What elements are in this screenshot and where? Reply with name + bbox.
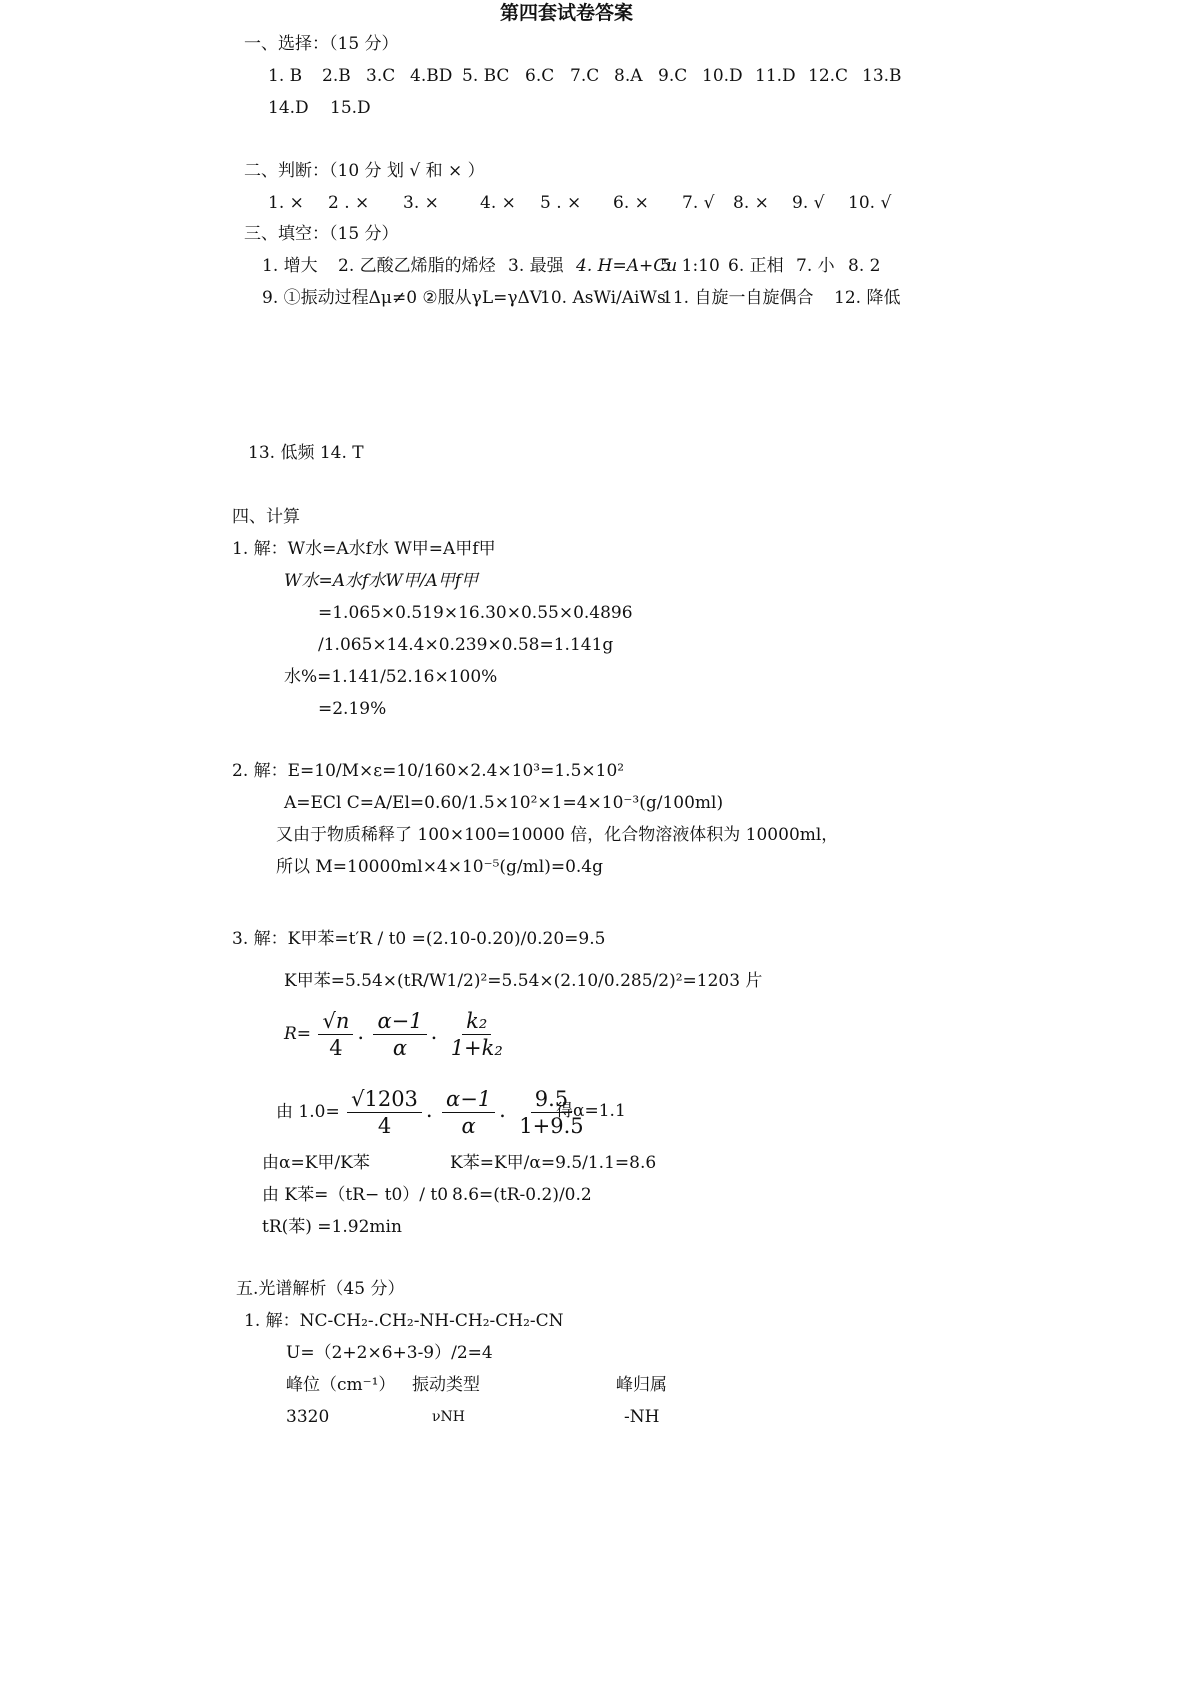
fill-answer: 7. 小 bbox=[796, 256, 835, 276]
fill-answer: 6. 正相 bbox=[728, 256, 784, 276]
fraction-numerator: √1203 bbox=[347, 1086, 422, 1113]
fill-answer: 1. 增大 bbox=[262, 256, 318, 276]
choice-answer: 13.B bbox=[862, 66, 902, 86]
calc-q1-line-5: 水%=1.141/52.16×100% bbox=[284, 667, 498, 687]
judge-answer: 10. √ bbox=[848, 193, 892, 213]
section-choice-header: 一、选择：（15 分） bbox=[244, 34, 399, 54]
alpha-equation: 由 1.0= $\frac{√1203}{4}$ . $\frac{\alpha-1}{\alpha}$ . $\frac{9.5}{1+9.5}$ bbox=[276, 1082, 590, 1140]
choice-answers-row-1 bbox=[0, 65, 1190, 87]
fraction-numerator: √n bbox=[318, 1008, 353, 1035]
fill-answers-row-1 bbox=[0, 255, 1190, 277]
calc-q2-line-1: 2. 解：E=10/M×ε=10/160×2.4×10³=1.5×10² bbox=[232, 761, 625, 781]
judge-answer: 3. × bbox=[403, 193, 439, 213]
fraction-numerator: α−1 bbox=[373, 1008, 426, 1035]
choice-answer: 8.A bbox=[614, 66, 643, 86]
fill-answer: 5. 1:10 bbox=[660, 256, 720, 276]
choice-answer: 4.BD bbox=[410, 66, 453, 86]
spectrum-q1-line-2: U=（2+2×6+3-9）/2=4 bbox=[286, 1343, 493, 1363]
fraction-numerator: k₂ bbox=[462, 1008, 491, 1035]
calc-q3-line-6a: 由 K苯=（tR− t0）/ t0 bbox=[262, 1185, 449, 1205]
fraction-numerator: 9.5 bbox=[531, 1086, 572, 1113]
fill-answer: 12. 降低 bbox=[834, 288, 901, 308]
fraction-denominator: 4 bbox=[329, 1036, 343, 1060]
calc-q1-line-4: /1.065×14.4×0.239×0.58=1.141g bbox=[318, 635, 614, 655]
table-cell-assignment: -NH bbox=[624, 1407, 660, 1427]
table-header-assignment: 峰归属 bbox=[616, 1375, 667, 1395]
calc-q1-line-2: W水=A水f水W甲/A甲f甲 bbox=[284, 571, 479, 591]
calc-q2-line-4: 所以 M=10000ml×4×10⁻⁵(g/ml)=0.4g bbox=[276, 857, 604, 877]
judge-answer: 6. × bbox=[613, 193, 649, 213]
judge-answers-row bbox=[0, 192, 1190, 214]
choice-answer: 7.C bbox=[570, 66, 600, 86]
calc-q3-line-7: tR(苯) =1.92min bbox=[262, 1217, 402, 1237]
resolution-formula: R= $\frac{√n}{4}$ . $\frac{\alpha-1}{\alpha}$ . $\frac{\text{k₂}}{\text{1+k₂}}$ bbox=[284, 1004, 509, 1062]
section-calc-header: 四、计算 bbox=[232, 507, 300, 527]
calc-q3-line-1: 3. 解：K甲苯=t′R / t0 =(2.10-0.20)/0.20=9.5 bbox=[232, 929, 606, 949]
resolution-label: R= bbox=[284, 1024, 312, 1044]
choice-answer: 2.B bbox=[322, 66, 351, 86]
calc-q2-line-2: A=ECl C=A/El=0.60/1.5×10²×1=4×10⁻³(g/100ml) bbox=[284, 793, 724, 813]
table-header-vibration: 振动类型 bbox=[412, 1375, 480, 1395]
fill-answer: 8. 2 bbox=[848, 256, 881, 276]
spectrum-q1-line-1: 1. 解：NC-CH₂-.CH₂-NH-CH₂-CH₂-CN bbox=[244, 1311, 564, 1331]
judge-answer: 5 . × bbox=[540, 193, 582, 213]
fill-answer: 3. 最强 bbox=[508, 256, 564, 276]
choice-answer: 5. BC bbox=[462, 66, 510, 86]
calc-q3-line-5b: K苯=K甲/α=9.5/1.1=8.6 bbox=[450, 1153, 657, 1173]
calc-q3-line-2: K甲苯=5.54×(tR/W1/2)²=5.54×(2.10/0.285/2)²=1203 片 bbox=[284, 971, 763, 991]
page-title: 第四套试卷答案 bbox=[500, 2, 634, 24]
alpha-result: 得α=1.1 bbox=[556, 1101, 626, 1121]
calc-q2-line-3: 又由于物质稀释了 100×100=10000 倍，化合物溶液体积为 10000ml， bbox=[276, 825, 839, 845]
fraction-denominator: α bbox=[392, 1036, 408, 1060]
calc-q3-line-6b: 8.6=(tR-0.2)/0.2 bbox=[452, 1185, 592, 1205]
table-cell-vibration: νNH bbox=[432, 1409, 465, 1425]
table-cell-peak: 3320 bbox=[286, 1407, 330, 1427]
table-header-peak: 峰位（cm⁻¹） bbox=[286, 1375, 396, 1395]
fraction-denominator: 4 bbox=[377, 1114, 392, 1138]
section-spectrum-header: 五.光谱解析（45 分） bbox=[236, 1279, 405, 1299]
judge-answer: 2 . × bbox=[328, 193, 370, 213]
fraction-alpha bbox=[373, 1008, 426, 1061]
choice-answer: 3.C bbox=[366, 66, 396, 86]
fill-answer: 4. H=A+Cu bbox=[576, 256, 678, 276]
fraction-denominator: α bbox=[461, 1114, 476, 1138]
choice-answer: 6.C bbox=[525, 66, 555, 86]
fraction-numerator: α−1 bbox=[442, 1086, 495, 1113]
section-fill-header: 三、填空：（15 分） bbox=[244, 224, 399, 244]
fill-answer: 11. 自旋一自旋偶合 bbox=[662, 288, 814, 308]
fraction-denominator: 1+9.5 bbox=[519, 1114, 584, 1138]
calc-q1-line-1: 1. 解：W水=A水f水 W甲=A甲f甲 bbox=[232, 539, 496, 559]
fraction-k2 bbox=[447, 1008, 507, 1061]
equation-label: 由 1.0= bbox=[276, 1102, 340, 1122]
choice-answer: 14.D bbox=[268, 98, 309, 118]
choice-answer: 12.C bbox=[808, 66, 849, 86]
fraction-denominator: 1+k₂ bbox=[450, 1036, 503, 1060]
section-judge-header: 二、判断：（10 分 划 √ 和 × ） bbox=[244, 161, 485, 181]
judge-answer: 7. √ bbox=[682, 193, 715, 213]
choice-answer: 1. B bbox=[268, 66, 303, 86]
choice-answer: 15.D bbox=[330, 98, 371, 118]
fraction-sqrt-n-over-4 bbox=[318, 1008, 353, 1061]
choice-answer: 10.D bbox=[702, 66, 743, 86]
table-row bbox=[0, 1406, 1190, 1428]
judge-answer: 1. × bbox=[268, 193, 304, 213]
choice-answer: 11.D bbox=[755, 66, 796, 86]
fill-answers-row-2 bbox=[0, 287, 1190, 309]
judge-answer: 9. √ bbox=[792, 193, 825, 213]
calc-q1-line-6: =2.19% bbox=[318, 699, 387, 719]
choice-answer: 9.C bbox=[658, 66, 688, 86]
fill-answer: 2. 乙酸乙烯脂的烯烃 bbox=[338, 256, 496, 276]
fraction-sqrt-1203-over-4 bbox=[347, 1086, 422, 1139]
fraction-alpha bbox=[442, 1086, 495, 1139]
judge-answer: 8. × bbox=[733, 193, 769, 213]
choice-answers-row-2 bbox=[0, 97, 1190, 119]
spectrum-table-header bbox=[0, 1374, 1190, 1396]
calc-q1-line-3: =1.065×0.519×16.30×0.55×0.4896 bbox=[318, 603, 633, 623]
judge-answer: 4. × bbox=[480, 193, 516, 213]
fill-answer: 9. ①振动过程Δμ≠0 ②服从γL=γΔV bbox=[262, 288, 543, 308]
fill-answers-row-3: 13. 低频 14. T bbox=[248, 443, 364, 463]
fill-answer: 10. AsWi/AiWs bbox=[540, 288, 666, 308]
calc-q3-line-5a: 由α=K甲/K苯 bbox=[262, 1153, 370, 1173]
